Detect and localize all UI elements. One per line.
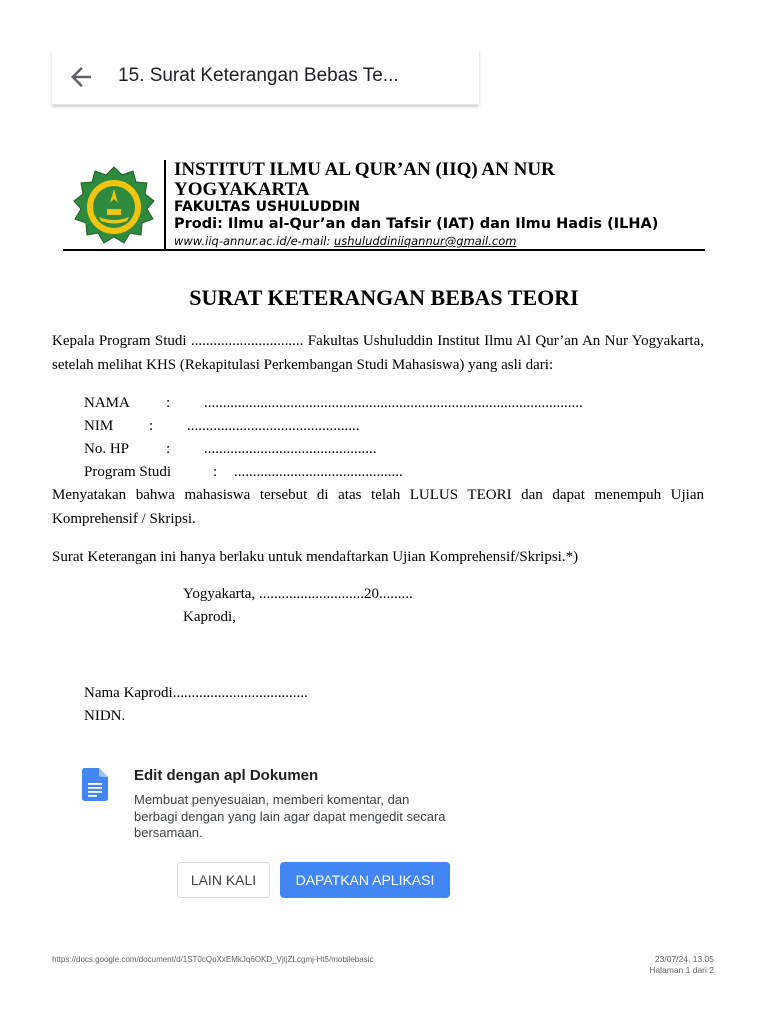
field-dots-nohp: .............................................. [204, 441, 377, 457]
field-label-prodi: Program Studi [84, 464, 172, 480]
letterhead-divider-horizontal [63, 249, 705, 251]
institution-name: INSTITUT ILMU AL QUR’AN (IIQ) AN NUR YOGYAKARTA [174, 159, 555, 200]
faculty-name: FAKULTAS USHULUDDIN [174, 199, 361, 215]
arrow-back-icon [66, 62, 96, 92]
letterhead [63, 160, 705, 252]
letterhead-divider-vertical [164, 160, 166, 250]
footer-page-number: Halaman 1 dari 2 [649, 965, 714, 975]
field-colon-prodi: : [213, 464, 218, 480]
google-docs-icon [82, 768, 108, 801]
document-title: 15. Surat Keterangan Bebas Te... [118, 65, 399, 86]
field-dots-prodi: ............................................. [234, 464, 403, 480]
banner-description: Membuat penyesuaian, memberi komentar, dan berbagi dengan yang lain agar dapat mengedit secara bersamaan. [134, 792, 446, 840]
field-dots-nim: .............................................. [187, 418, 360, 434]
back-button[interactable] [66, 62, 96, 92]
signer-role: Kaprodi, [183, 609, 236, 625]
signer-name: Nama Kaprodi.................................... [84, 685, 308, 701]
field-colon-nohp: : [166, 441, 171, 457]
place-date: Yogyakarta, ............................20......... [183, 586, 413, 602]
footer-url: https://docs.google.com/document/d/1ST0cQoXxEMkJq6OKD_VjtjZLcgmj-Ht5/mobilebasic [52, 955, 374, 964]
field-label-nim: NIM [84, 418, 114, 434]
letter-title: SURAT KETERANGAN BEBAS TEORI [189, 285, 579, 310]
institute-seal-logo [71, 165, 157, 249]
get-app-button[interactable]: DAPATKAN APLIKASI [280, 862, 450, 898]
signer-nidn: NIDN. [84, 708, 126, 724]
contact-line [174, 234, 516, 248]
field-colon-nim: : [149, 418, 154, 434]
field-colon-nama: : [166, 395, 171, 411]
intro-paragraph: Kepala Program Studi .............................. Fakultas Ushuluddin Institut Ilmu Al Qur’an An Nur Yogyakarta, setelah melihat KHS (Rekapitulasi Perkembangan Studi Mahasiswa) yang asli dari: [52, 333, 704, 373]
later-button[interactable]: LAIN KALI [177, 862, 270, 898]
statement-paragraph: Menyatakan bahwa mahasiswa tersebut di atas telah LULUS TEORI dan dapat menempuh Ujian Komprehensif / Skripsi. [52, 487, 704, 527]
banner-title: Edit dengan apl Dokumen [134, 767, 319, 784]
email-link[interactable]: ushuluddiniiqannur@gmail.com [334, 234, 517, 248]
top-app-bar [52, 50, 479, 105]
footer-meta [649, 954, 714, 976]
website-text: www.iiq-annur.ac.id/e-mail: [174, 234, 335, 248]
footer-datetime: 23/07/24, 13.05 [654, 954, 714, 964]
study-program: Prodi: Ilmu al-Qur’an dan Tafsir (IAT) dan Ilmu Hadis (ILHA) [174, 216, 659, 232]
field-label-nama: NAMA [84, 395, 130, 411]
field-dots-nama: ..................................................................................................... [204, 395, 583, 411]
validity-note: Surat Keterangan ini hanya berlaku untuk mendaftarkan Ujian Komprehensif/Skripsi.*) [52, 549, 579, 565]
field-label-nohp: No. HP [84, 441, 130, 457]
